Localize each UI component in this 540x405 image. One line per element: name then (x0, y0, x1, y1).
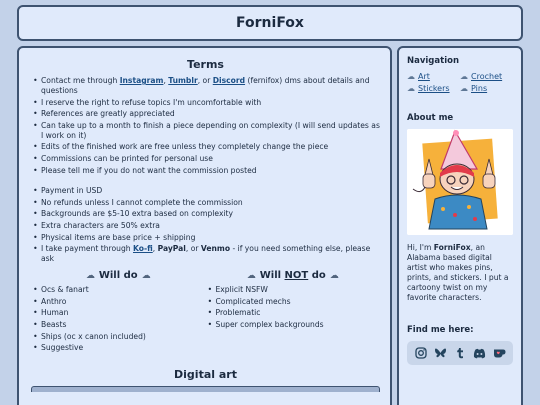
nav-item-stickers[interactable] (407, 84, 460, 93)
will-do-heading (31, 270, 206, 281)
nav-item-crochet[interactable] (460, 72, 513, 81)
list-item: • Ships (oc x canon included) (31, 332, 206, 342)
separator: , (152, 244, 158, 254)
list-item: • Can take up to a month to finish a piece depending on complexity (I will send updates as I work on it) (31, 121, 380, 141)
list-item: • Payment in USD (31, 186, 380, 196)
list-item: • I reserve the right to refuse topics I'm uncomfortable with (31, 98, 380, 108)
cloud-icon: ☁ (141, 270, 151, 281)
avatar (407, 129, 513, 235)
will-columns (31, 270, 380, 355)
list-item: • References are greatly appreciated (31, 109, 380, 119)
list-item: • Ocs & fanart (31, 285, 206, 295)
list-item: • Contact me through Instagram, Tumblr, or Discord (fernifox) dms about details and questions (31, 76, 380, 96)
terms-list (31, 76, 380, 176)
list-item: • Commissions can be printed for personal use (31, 154, 380, 164)
discord-icon[interactable] (473, 346, 487, 360)
separator: , or (185, 244, 201, 254)
payment-list (31, 186, 380, 264)
find-me-heading: Find me here: (407, 325, 474, 335)
sidebar (397, 46, 523, 405)
discord-link[interactable]: Discord (212, 76, 246, 85)
nav-label: Crochet (471, 72, 503, 81)
about-pre: Hi, I'm (407, 243, 434, 252)
list-item: • Anthro (31, 297, 206, 307)
about-text (407, 243, 513, 303)
cloud-icon: ☁ (407, 84, 415, 93)
nav-label: Stickers (418, 84, 450, 93)
payment-text: I take payment through (41, 244, 133, 254)
nav-item-art[interactable] (407, 72, 460, 81)
list-item: • No refunds unless I cannot complete the commission (31, 198, 380, 208)
navigation-links (407, 72, 513, 93)
will-do-list (31, 285, 206, 353)
not-word: NOT (284, 270, 309, 282)
list-item: • Explicit NSFW (206, 285, 381, 295)
terms-heading: Terms (187, 58, 224, 71)
will-not-label (260, 270, 326, 281)
kofi-link[interactable]: Ko-fi (133, 244, 153, 254)
cloud-icon: ☁ (85, 270, 95, 281)
paypal-label: PayPal (157, 244, 186, 254)
list-item: • Please tell me if you do not want the commission posted (31, 166, 380, 176)
nav-item-pins[interactable] (460, 84, 513, 93)
list-item: • Human (31, 308, 206, 318)
main-content (17, 46, 392, 405)
artist-name: ForniFox (433, 243, 471, 252)
list-item: • Beasts (31, 320, 206, 330)
will-not-column (206, 270, 381, 355)
will-not-pre: Will (259, 270, 285, 282)
instagram-icon[interactable] (414, 346, 428, 360)
list-item: • Extra characters are 50% extra (31, 221, 380, 231)
digital-art-gallery-edge (31, 386, 380, 392)
venmo-label: Venmo (200, 244, 231, 254)
contact-text-end: (fernifox) dms about details and questions (41, 76, 370, 95)
tumblr-icon[interactable] (453, 346, 467, 360)
digital-art-heading: Digital art (174, 367, 237, 381)
cloud-icon: ☁ (460, 84, 468, 93)
will-not-list (206, 285, 381, 330)
will-not-heading (206, 270, 381, 281)
site-title: ForniFox (236, 15, 304, 31)
cloud-icon: ☁ (460, 72, 468, 81)
list-item: • Physical items are base price + shipping (31, 233, 380, 243)
storm-cloud-icon: ☁ (329, 270, 339, 281)
list-item: • Super complex backgrounds (206, 320, 381, 330)
list-item: • Problematic (206, 308, 381, 318)
list-item: • Edits of the finished work are free unless they completely change the piece (31, 142, 380, 152)
about-post: , an Alabama based digital artist who makes pins, prints, and stickers. I put a cartoony twist on my favorite characters. (407, 243, 509, 302)
list-item: • Suggestive (31, 343, 206, 353)
about-heading: About me (407, 113, 454, 123)
tumblr-link[interactable]: Tumblr (168, 76, 198, 85)
nav-label: Pins (471, 84, 488, 93)
site-header (17, 5, 523, 41)
social-links (407, 341, 513, 365)
contact-text: Contact me through (41, 76, 120, 85)
list-item: • Backgrounds are $5-10 extra based on complexity (31, 209, 380, 219)
will-do-column (31, 270, 206, 355)
navigation-heading: Navigation (407, 56, 459, 66)
storm-cloud-icon: ☁ (246, 270, 256, 281)
bluesky-icon[interactable] (433, 346, 447, 360)
will-not-post: do (308, 270, 326, 282)
cloud-icon: ☁ (407, 72, 415, 81)
will-do-label: Will do (98, 270, 138, 282)
nav-label: Art (418, 72, 430, 81)
instagram-link[interactable]: Instagram (119, 76, 164, 85)
kofi-icon[interactable] (492, 346, 506, 360)
payment-text-end: - if you need something else, please ask (41, 244, 371, 264)
list-item: • Complicated mechs (206, 297, 381, 307)
list-item (31, 244, 380, 264)
